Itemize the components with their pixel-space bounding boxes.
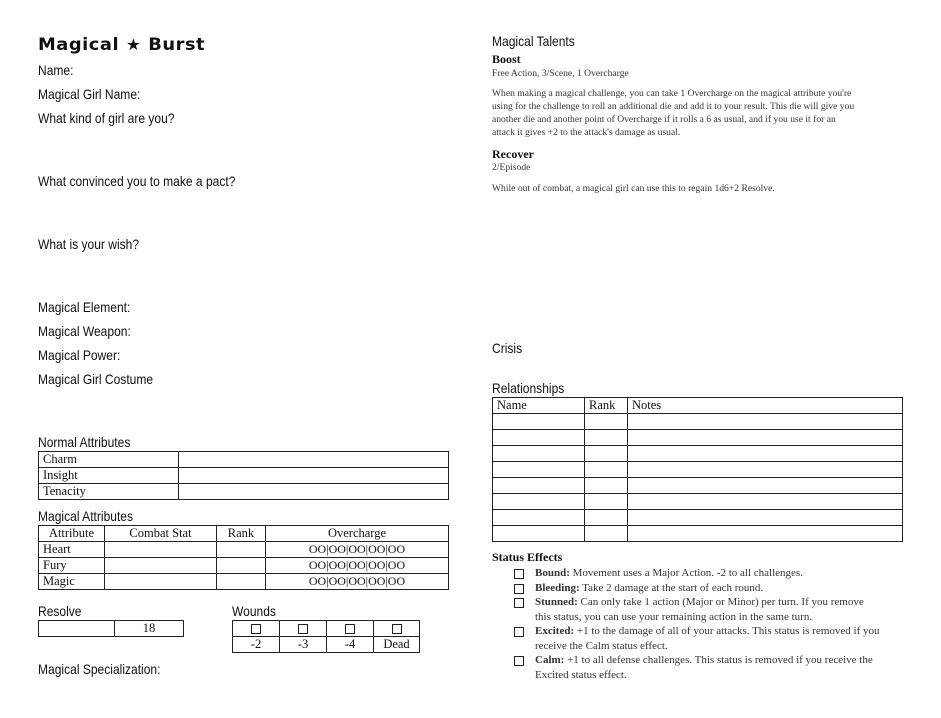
table-row	[39, 452, 449, 468]
table-row	[493, 494, 903, 510]
attr-charm: Charm	[39, 452, 179, 468]
boost-line: another die and another point of Overcharge if it rolls a 6 as usual, and if you use it for an	[492, 114, 836, 125]
overcharge-track[interactable]: OO|OO|OO|OO|OO	[266, 574, 449, 590]
header-name: Name	[493, 398, 585, 414]
combat-stat-cell[interactable]	[105, 558, 217, 574]
rank-cell[interactable]	[217, 574, 266, 590]
boost-line: attack it gives +2 to the attack's damage as usual.	[492, 127, 681, 138]
normal-attributes-title: Normal Attributes	[38, 434, 131, 450]
logo	[38, 35, 205, 55]
wound-label-row	[233, 637, 420, 653]
rel-rank-cell[interactable]	[585, 414, 628, 430]
table-row	[39, 621, 184, 637]
rel-notes-cell[interactable]	[628, 462, 903, 478]
magical-attributes-table	[38, 525, 449, 590]
status-item-stunned	[514, 595, 914, 624]
rel-rank-cell[interactable]	[585, 526, 628, 542]
status-item-bound	[514, 566, 914, 581]
status-text: receive the Calm status effect.	[535, 639, 668, 652]
table-row	[39, 468, 449, 484]
rel-name-cell[interactable]	[493, 494, 585, 510]
rel-notes-cell[interactable]	[628, 510, 903, 526]
rel-name-cell[interactable]	[493, 430, 585, 446]
star-icon: ★	[125, 35, 142, 54]
wound-checkbox-row	[233, 621, 420, 637]
rel-rank-cell[interactable]	[585, 510, 628, 526]
status-item-calm	[514, 653, 914, 682]
status-checkbox[interactable]	[514, 656, 524, 666]
header-rank: Rank	[217, 526, 266, 542]
table-row	[39, 574, 449, 590]
overcharge-track[interactable]: OO|OO|OO|OO|OO	[266, 558, 449, 574]
header-rank: Rank	[585, 398, 628, 414]
resolve-current-cell[interactable]	[39, 621, 115, 637]
element-label: Magical Element:	[38, 299, 131, 315]
boost-line: When making a magical challenge, you can take 1 Overcharge on the magical attribute you're	[492, 88, 852, 99]
magical-attributes-title: Magical Attributes	[38, 508, 134, 524]
attr-value-cell[interactable]	[179, 452, 449, 468]
resolve-max: 18	[115, 621, 184, 637]
table-row	[493, 478, 903, 494]
table-header-row	[39, 526, 449, 542]
rel-name-cell[interactable]	[493, 526, 585, 542]
attr-magic: Magic	[39, 574, 105, 590]
boost-description	[492, 87, 912, 139]
specialization-label: Magical Specialization:	[38, 661, 161, 677]
status-checkbox[interactable]	[514, 584, 524, 594]
rank-cell[interactable]	[217, 542, 266, 558]
name-label: Name:	[38, 62, 74, 78]
weapon-label: Magical Weapon:	[38, 323, 131, 339]
combat-stat-cell[interactable]	[105, 542, 217, 558]
relationships-title: Relationships	[492, 380, 565, 396]
status-text: Movement uses a Major Action. -2 to all challenges.	[572, 567, 803, 579]
status-name: Bound:	[535, 567, 570, 579]
table-row	[39, 542, 449, 558]
header-overcharge: Overcharge	[266, 526, 449, 542]
table-row	[493, 510, 903, 526]
relationships-table	[492, 397, 903, 542]
logo-left: Magical	[38, 35, 120, 55]
wound-label: Dead	[374, 637, 420, 653]
status-effects-title: Status Effects	[492, 550, 563, 564]
rel-notes-cell[interactable]	[628, 478, 903, 494]
rel-rank-cell[interactable]	[585, 494, 628, 510]
status-text: Can only take 1 action (Major or Minor) per turn. If you remove	[580, 596, 864, 608]
rel-name-cell[interactable]	[493, 446, 585, 462]
status-text: Excited status effect.	[535, 668, 627, 681]
status-item-excited	[514, 624, 914, 653]
table-row	[39, 558, 449, 574]
wounds-title: Wounds	[232, 603, 276, 619]
attr-fury: Fury	[39, 558, 105, 574]
attr-value-cell[interactable]	[179, 468, 449, 484]
logo-right: Burst	[148, 35, 206, 55]
recover-meta: 2/Episode	[492, 162, 531, 173]
status-checkbox[interactable]	[514, 598, 524, 608]
rel-name-cell[interactable]	[493, 510, 585, 526]
status-text: +1 to the damage of all of your attacks. This status is removed if you	[576, 625, 880, 637]
status-checkbox[interactable]	[514, 569, 524, 579]
wound-label: -4	[327, 637, 374, 653]
rel-name-cell[interactable]	[493, 462, 585, 478]
talents-title: Magical Talents	[492, 33, 575, 49]
wound-checkbox[interactable]	[251, 624, 261, 634]
header-attribute: Attribute	[39, 526, 105, 542]
rank-cell[interactable]	[217, 558, 266, 574]
crisis-label: Crisis	[492, 340, 523, 356]
girl-name-label: Magical Girl Name:	[38, 86, 141, 102]
attr-insight: Insight	[39, 468, 179, 484]
recover-description: While out of combat, a magical girl can use this to regain 1d6+2 Resolve.	[492, 183, 775, 194]
table-header-row	[493, 398, 903, 414]
boost-line: using for the challenge to roll an additional die and add it to your result. This die will give you	[492, 101, 855, 112]
resolve-table	[38, 620, 184, 637]
rel-notes-cell[interactable]	[628, 430, 903, 446]
attr-value-cell[interactable]	[179, 484, 449, 500]
status-text: Take 2 damage at the start of each round.	[582, 581, 764, 594]
wound-checkbox[interactable]	[392, 624, 402, 634]
status-name: Bleeding:	[535, 581, 580, 594]
table-row	[493, 446, 903, 462]
status-name: Excited:	[535, 625, 575, 637]
table-row	[493, 526, 903, 542]
status-item-bleeding	[514, 581, 914, 596]
status-name: Calm:	[535, 654, 565, 666]
status-name: Stunned:	[535, 596, 578, 608]
boost-title: Boost	[492, 52, 521, 66]
table-row	[493, 462, 903, 478]
wound-label: -3	[280, 637, 327, 653]
rel-notes-cell[interactable]	[628, 414, 903, 430]
status-text: this status, you can use your remaining action in the same turn.	[535, 610, 813, 623]
resolve-title: Resolve	[38, 603, 82, 619]
combat-stat-cell[interactable]	[105, 574, 217, 590]
rel-rank-cell[interactable]	[585, 430, 628, 446]
wound-checkbox[interactable]	[298, 624, 308, 634]
pact-question: What convinced you to make a pact?	[38, 173, 236, 189]
power-label: Magical Power:	[38, 347, 121, 363]
overcharge-track[interactable]: OO|OO|OO|OO|OO	[266, 542, 449, 558]
table-row	[39, 484, 449, 500]
status-effects-list	[514, 566, 914, 682]
status-text: +1 to all defense challenges. This status is removed if you receive the	[567, 654, 873, 666]
table-row	[493, 414, 903, 430]
header-notes: Notes	[628, 398, 903, 414]
status-checkbox[interactable]	[514, 627, 524, 637]
attr-tenacity: Tenacity	[39, 484, 179, 500]
wound-label: -2	[233, 637, 280, 653]
rel-name-cell[interactable]	[493, 478, 585, 494]
rel-notes-cell[interactable]	[628, 494, 903, 510]
boost-meta: Free Action, 3/Scene, 1 Overcharge	[492, 68, 629, 79]
attr-heart: Heart	[39, 542, 105, 558]
rel-notes-cell[interactable]	[628, 446, 903, 462]
header-combat-stat: Combat Stat	[105, 526, 217, 542]
kind-question: What kind of girl are you?	[38, 110, 175, 126]
wish-question: What is your wish?	[38, 236, 140, 252]
wounds-table	[232, 620, 420, 653]
rel-rank-cell[interactable]	[585, 462, 628, 478]
rel-name-cell[interactable]	[493, 414, 585, 430]
costume-label: Magical Girl Costume	[38, 371, 154, 387]
rel-notes-cell[interactable]	[628, 526, 903, 542]
table-row	[493, 430, 903, 446]
recover-title: Recover	[492, 147, 534, 161]
rel-rank-cell[interactable]	[585, 446, 628, 462]
rel-rank-cell[interactable]	[585, 478, 628, 494]
wound-checkbox[interactable]	[345, 624, 355, 634]
normal-attributes-table	[38, 451, 449, 500]
